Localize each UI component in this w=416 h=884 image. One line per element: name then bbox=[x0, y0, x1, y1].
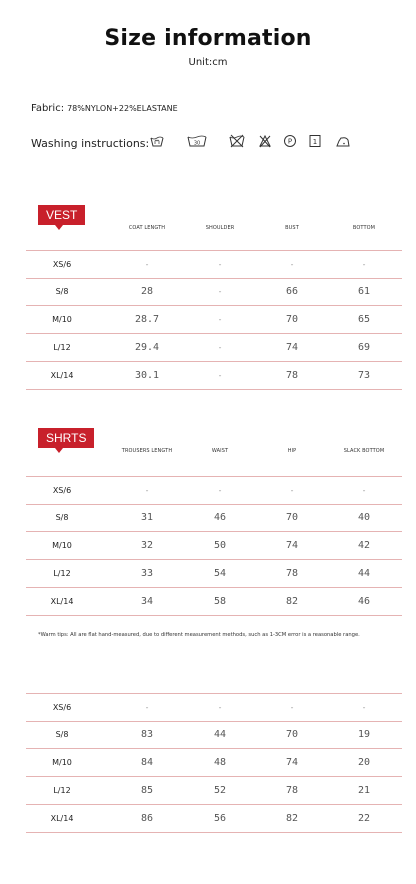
value-cell: 29.4 bbox=[134, 342, 160, 353]
value-cell: 46 bbox=[213, 512, 227, 523]
col-header-waist: WAIST bbox=[211, 448, 229, 454]
value-cell: 78 bbox=[285, 785, 299, 796]
value-cell: 82 bbox=[285, 813, 299, 824]
value-cell: - bbox=[289, 486, 295, 495]
fabric-label: Fabric: bbox=[31, 103, 65, 114]
value-cell: 48 bbox=[213, 757, 227, 768]
value-cell: 78 bbox=[285, 370, 299, 381]
svg-text:P: P bbox=[287, 137, 293, 146]
value-cell: 84 bbox=[140, 757, 154, 768]
value-cell: 20 bbox=[357, 757, 371, 768]
value-cell: - bbox=[361, 260, 367, 269]
size-cell: S/8 bbox=[55, 513, 69, 522]
value-cell: 58 bbox=[213, 596, 227, 607]
washing-label: Washing instructions: bbox=[31, 137, 150, 150]
value-cell: - bbox=[217, 703, 223, 712]
vest-badge: VEST bbox=[38, 205, 85, 225]
size-cell: XL/14 bbox=[50, 814, 74, 823]
value-cell: 70 bbox=[285, 314, 299, 325]
table-row bbox=[26, 334, 402, 362]
table-row bbox=[26, 805, 402, 833]
value-cell: - bbox=[289, 260, 295, 269]
col-header-slack-bottom: SLACK BOTTOM bbox=[343, 448, 385, 454]
size-cell: XL/14 bbox=[50, 597, 74, 606]
value-cell: 28 bbox=[140, 286, 154, 297]
col-header-bust: BUST bbox=[285, 225, 299, 231]
value-cell: 30.1 bbox=[134, 370, 160, 381]
line-dry-icon bbox=[309, 134, 321, 148]
do-not-tumble-dry-icon bbox=[229, 134, 245, 148]
col-header-shoulder: SHOULDER bbox=[205, 225, 235, 231]
value-cell: 74 bbox=[285, 342, 299, 353]
size-cell: M/10 bbox=[52, 315, 72, 324]
value-cell: 86 bbox=[140, 813, 154, 824]
value-cell: 32 bbox=[140, 540, 154, 551]
value-cell: 70 bbox=[285, 729, 299, 740]
value-cell: 44 bbox=[357, 568, 371, 579]
value-cell: 31 bbox=[140, 512, 154, 523]
value-cell: - bbox=[217, 371, 223, 380]
value-cell: - bbox=[144, 703, 150, 712]
col-header-trousers-length: TROUSERS LENGTH bbox=[121, 448, 173, 454]
col-header-hip: HIP bbox=[287, 448, 297, 454]
size-cell: S/8 bbox=[55, 287, 69, 296]
table-row bbox=[26, 560, 402, 588]
value-cell: 54 bbox=[213, 568, 227, 579]
value-cell: 28.7 bbox=[134, 314, 160, 325]
value-cell: - bbox=[217, 260, 223, 269]
fabric-value: 78%NYLON+22%ELASTANE bbox=[67, 104, 178, 113]
value-cell: - bbox=[361, 703, 367, 712]
value-cell: 85 bbox=[140, 785, 154, 796]
vest-badge-pointer bbox=[55, 225, 63, 230]
value-cell: 50 bbox=[213, 540, 227, 551]
value-cell: 82 bbox=[285, 596, 299, 607]
shorts-badge-pointer bbox=[55, 448, 63, 453]
value-cell: 34 bbox=[140, 596, 154, 607]
warm-tip-note: *Warm tips: All are flat hand-measured, due to different measurement methods, such as 1-3CM error is a reasonable range. bbox=[38, 632, 360, 638]
table-row bbox=[26, 588, 402, 616]
value-cell: - bbox=[144, 260, 150, 269]
svg-text:30: 30 bbox=[193, 140, 201, 147]
value-cell: 83 bbox=[140, 729, 154, 740]
value-cell: - bbox=[217, 486, 223, 495]
size-cell: L/12 bbox=[53, 786, 71, 795]
svg-text:1: 1 bbox=[312, 138, 318, 146]
value-cell: 61 bbox=[357, 286, 371, 297]
table-row bbox=[26, 476, 402, 505]
size-cell: L/12 bbox=[53, 343, 71, 352]
size-cell: XS/6 bbox=[52, 703, 72, 712]
value-cell: 78 bbox=[285, 568, 299, 579]
table-row bbox=[26, 721, 402, 749]
value-cell: 74 bbox=[285, 757, 299, 768]
value-cell: 42 bbox=[357, 540, 371, 551]
value-cell: 46 bbox=[357, 596, 371, 607]
value-cell: 69 bbox=[357, 342, 371, 353]
size-cell: XS/6 bbox=[52, 260, 72, 269]
value-cell: 56 bbox=[213, 813, 227, 824]
value-cell: - bbox=[217, 287, 223, 296]
do-not-bleach-icon bbox=[259, 134, 271, 148]
value-cell: 73 bbox=[357, 370, 371, 381]
value-cell: - bbox=[289, 703, 295, 712]
fabric-info bbox=[31, 103, 178, 114]
table-row bbox=[26, 250, 402, 279]
value-cell: - bbox=[217, 343, 223, 352]
col-header-coat-length: COAT LENGTH bbox=[128, 225, 166, 231]
value-cell: 22 bbox=[357, 813, 371, 824]
size-cell: M/10 bbox=[52, 758, 72, 767]
value-cell: 19 bbox=[357, 729, 371, 740]
value-cell: 65 bbox=[357, 314, 371, 325]
value-cell: - bbox=[217, 315, 223, 324]
table-row bbox=[26, 749, 402, 777]
value-cell: 52 bbox=[213, 785, 227, 796]
table-row bbox=[26, 532, 402, 560]
table-row bbox=[26, 362, 402, 390]
shorts-badge: SHRTS bbox=[38, 428, 94, 448]
size-cell: XL/14 bbox=[50, 371, 74, 380]
unit-label: Unit:cm bbox=[188, 57, 228, 68]
col-header-bottom: BOTTOM bbox=[352, 225, 376, 231]
size-cell: M/10 bbox=[52, 541, 72, 550]
value-cell: 70 bbox=[285, 512, 299, 523]
table-row bbox=[26, 306, 402, 334]
size-cell: L/12 bbox=[53, 569, 71, 578]
iron-low-icon bbox=[336, 134, 350, 148]
wash-30-icon bbox=[187, 134, 207, 148]
value-cell: 44 bbox=[213, 729, 227, 740]
value-cell: - bbox=[361, 486, 367, 495]
value-cell: - bbox=[144, 486, 150, 495]
value-cell: 33 bbox=[140, 568, 154, 579]
value-cell: 66 bbox=[285, 286, 299, 297]
table-row bbox=[26, 504, 402, 532]
value-cell: 40 bbox=[357, 512, 371, 523]
page-title: Size information bbox=[104, 26, 312, 51]
table-row bbox=[26, 278, 402, 306]
hand-wash-icon bbox=[150, 134, 164, 148]
size-cell: S/8 bbox=[55, 730, 69, 739]
size-cell: XS/6 bbox=[52, 486, 72, 495]
table-row bbox=[26, 777, 402, 805]
dry-clean-p-icon bbox=[283, 134, 297, 148]
value-cell: 21 bbox=[357, 785, 371, 796]
table-row bbox=[26, 693, 402, 722]
value-cell: 74 bbox=[285, 540, 299, 551]
